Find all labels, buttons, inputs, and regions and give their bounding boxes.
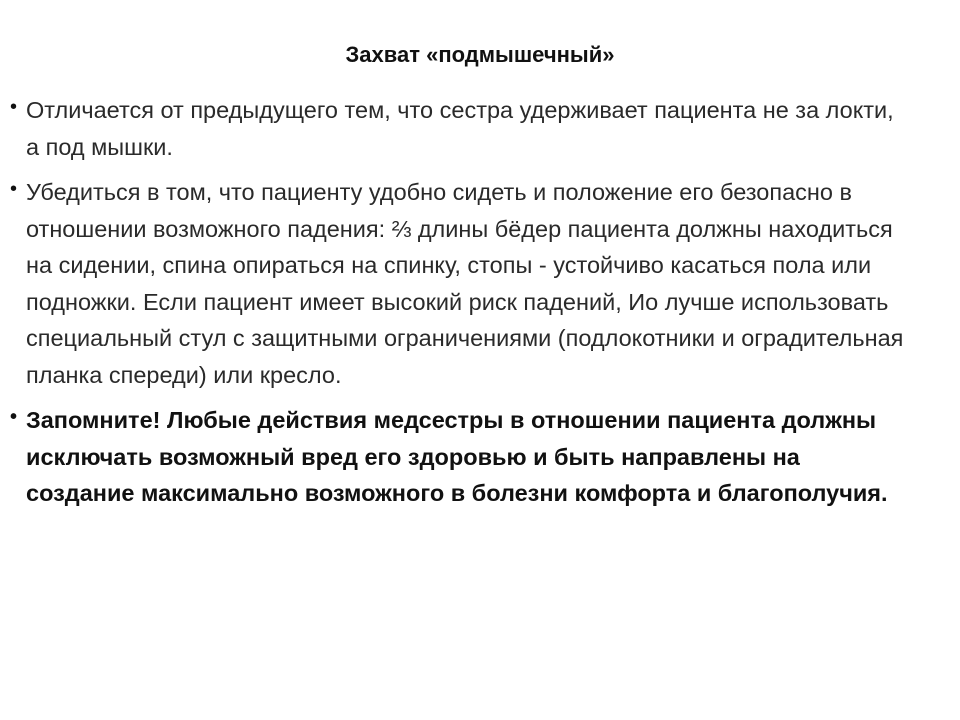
bullet-item-safety [10, 174, 910, 393]
bullet-text: Отличается от предыдущего тем, что сестра удерживает пациента не за локти, а под мышки. [26, 97, 894, 160]
bullet-marker-icon: • [10, 406, 18, 428]
bullet-item-remember [10, 402, 910, 512]
bullet-text: Запомните! Любые действия медсестры в отношении пациента должны исключать возможный вред его здоровью и быть направлены на создание максимально возможного в болезни комфорта и благополучия. [26, 407, 888, 506]
bullet-text: Убедиться в том, что пациенту удобно сидеть и положение его безопасно в отношении возможного падения: ⅔ длины бёдер пациента должны находиться на сидении, спина опираться на спинку, стопы - устойчиво касаться пола или подножки. Если пациент имеет высокий риск падений, Ио лучше использовать специальный стул с защитными ограничениями (подлокотники и оградительная планка спереди) или кресло. [26, 179, 904, 388]
bullet-item-description [10, 92, 910, 165]
bullet-marker-icon: • [10, 96, 18, 118]
bullet-marker-icon: • [10, 178, 18, 200]
slide-title: Захват «подмышечный» [345, 42, 615, 67]
bullet-list [10, 92, 910, 521]
